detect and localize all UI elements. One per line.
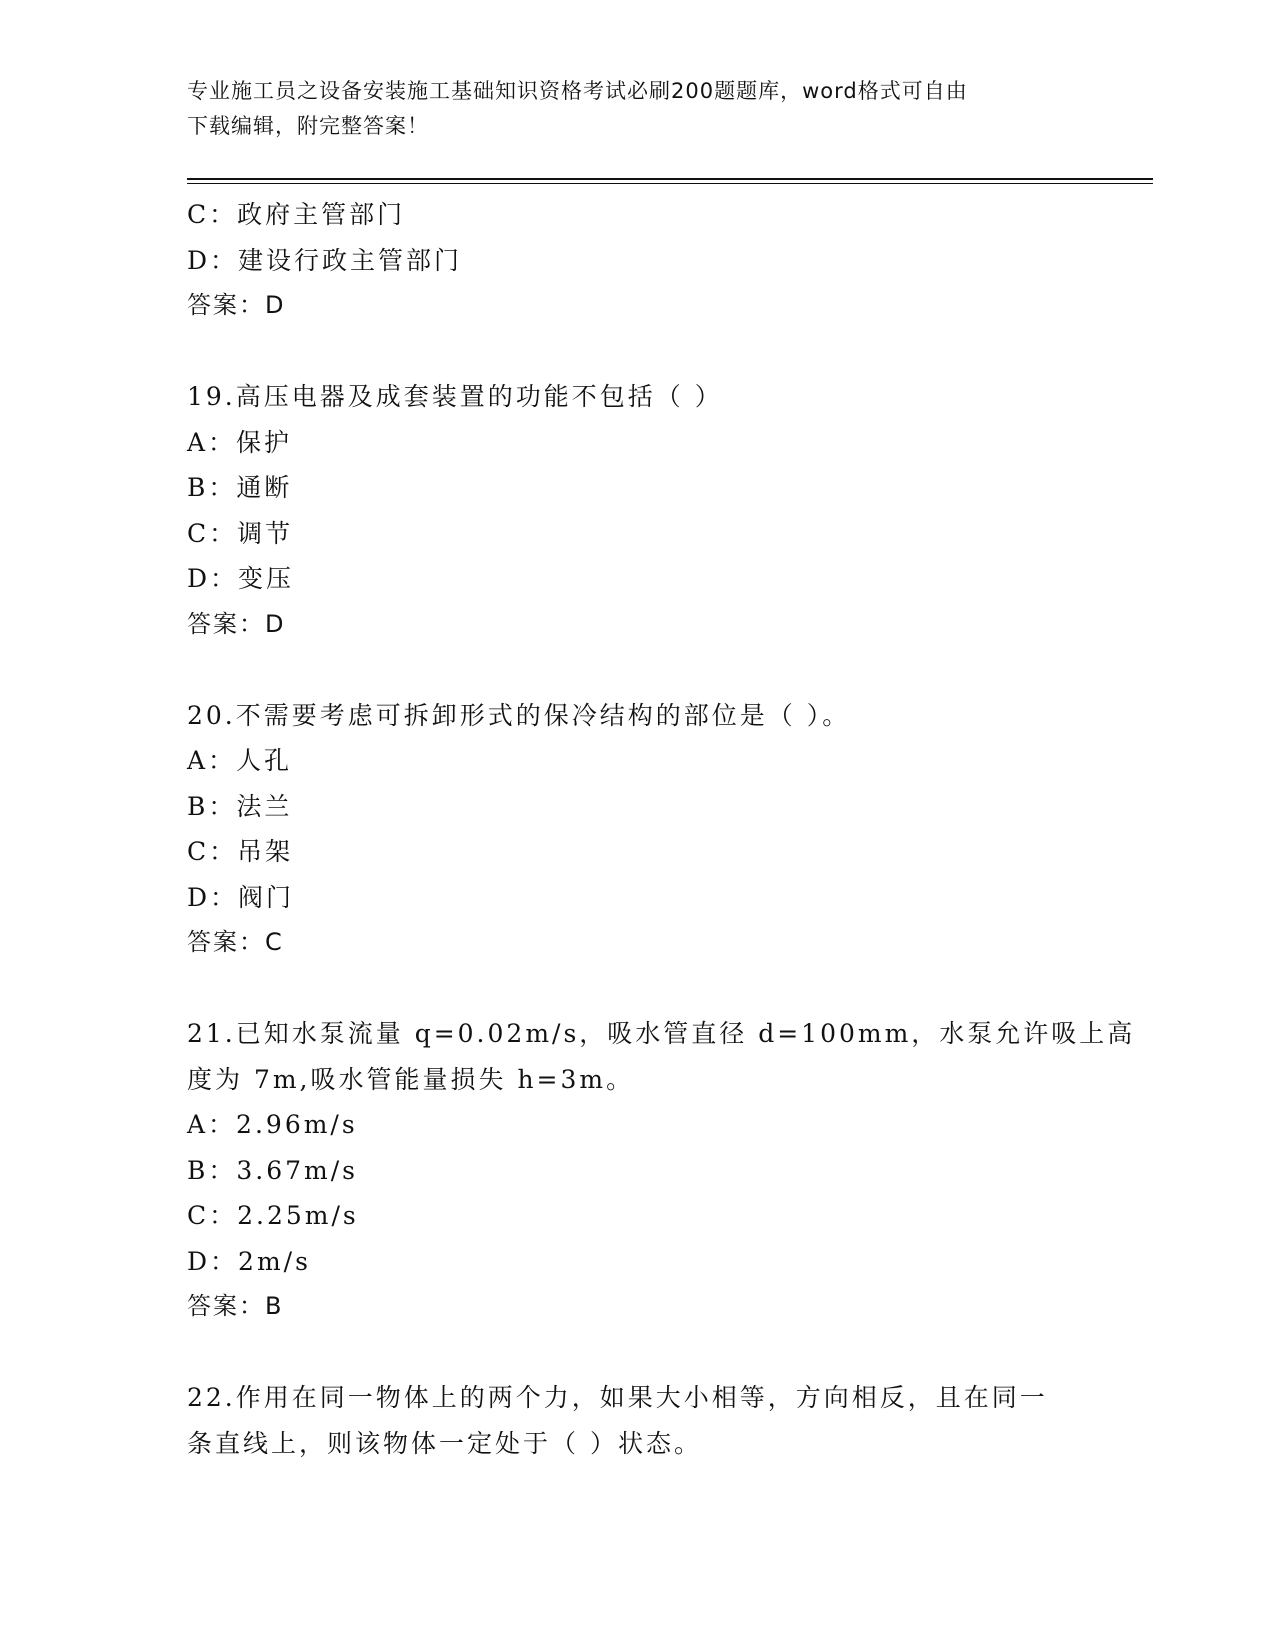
option-c: C：调节 <box>187 518 294 548</box>
question-block-19 <box>187 374 1087 647</box>
header-divider-thin <box>187 183 1153 184</box>
question-stem: 21.已知水泵流量 q=0.02m/s，吸水管直径 d=100mm，水泵允许吸上高 <box>187 1019 1136 1048</box>
option-c: C：2.25m/s <box>187 1201 359 1230</box>
question-block-18-tail <box>187 192 1087 329</box>
question-stem-continued: 条直线上，则该物体一定处于（ ）状态。 <box>187 1428 702 1458</box>
answer-line: 答案：C <box>187 928 284 956</box>
question-stem: 22.作用在同一物体上的两个力，如果大小相等，方向相反，且在同一 <box>187 1383 1048 1412</box>
header-line-2: 下载编辑，附完整答案！ <box>187 114 429 138</box>
document-header <box>187 74 1067 144</box>
option-d: D：阀门 <box>187 882 295 912</box>
answer-line: 答案：B <box>187 1292 284 1320</box>
option-a: A：2.96m/s <box>187 1110 358 1139</box>
answer-line: 答案：D <box>187 291 286 319</box>
header-line-1: 专业施工员之设备安装施工基础知识资格考试必刷200题题库，word格式可自由 <box>187 79 968 103</box>
question-block-20 <box>187 693 1087 966</box>
question-block-21 <box>187 1011 1136 1330</box>
question-stem: 19.高压电器及成套装置的功能不包括（ ） <box>187 382 723 411</box>
option-d: D：2m/s <box>187 1246 311 1276</box>
option-c: C：政府主管部门 <box>187 200 406 229</box>
spacer <box>187 966 1087 1012</box>
option-b: B：法兰 <box>187 791 293 821</box>
spacer <box>187 329 1087 375</box>
option-d: D：建设行政主管部门 <box>187 245 463 275</box>
question-list <box>187 192 1136 1466</box>
option-b: B：3.67m/s <box>187 1155 358 1185</box>
spacer <box>187 647 1087 693</box>
option-a: A：保护 <box>187 427 293 457</box>
question-stem-continued: 度为 7m,吸水管能量损失 h=3m。 <box>187 1064 635 1094</box>
spacer <box>187 1330 1087 1376</box>
option-b: B：通断 <box>187 473 293 502</box>
answer-line: 答案：D <box>187 609 286 638</box>
option-a: A：人孔 <box>187 746 293 775</box>
option-c: C：吊架 <box>187 837 294 866</box>
question-stem: 20.不需要考虑可拆卸形式的保冷结构的部位是（ ）。 <box>187 700 851 730</box>
option-d: D：变压 <box>187 564 295 593</box>
header-divider-thick <box>187 178 1153 180</box>
question-block-22 <box>187 1375 1087 1466</box>
